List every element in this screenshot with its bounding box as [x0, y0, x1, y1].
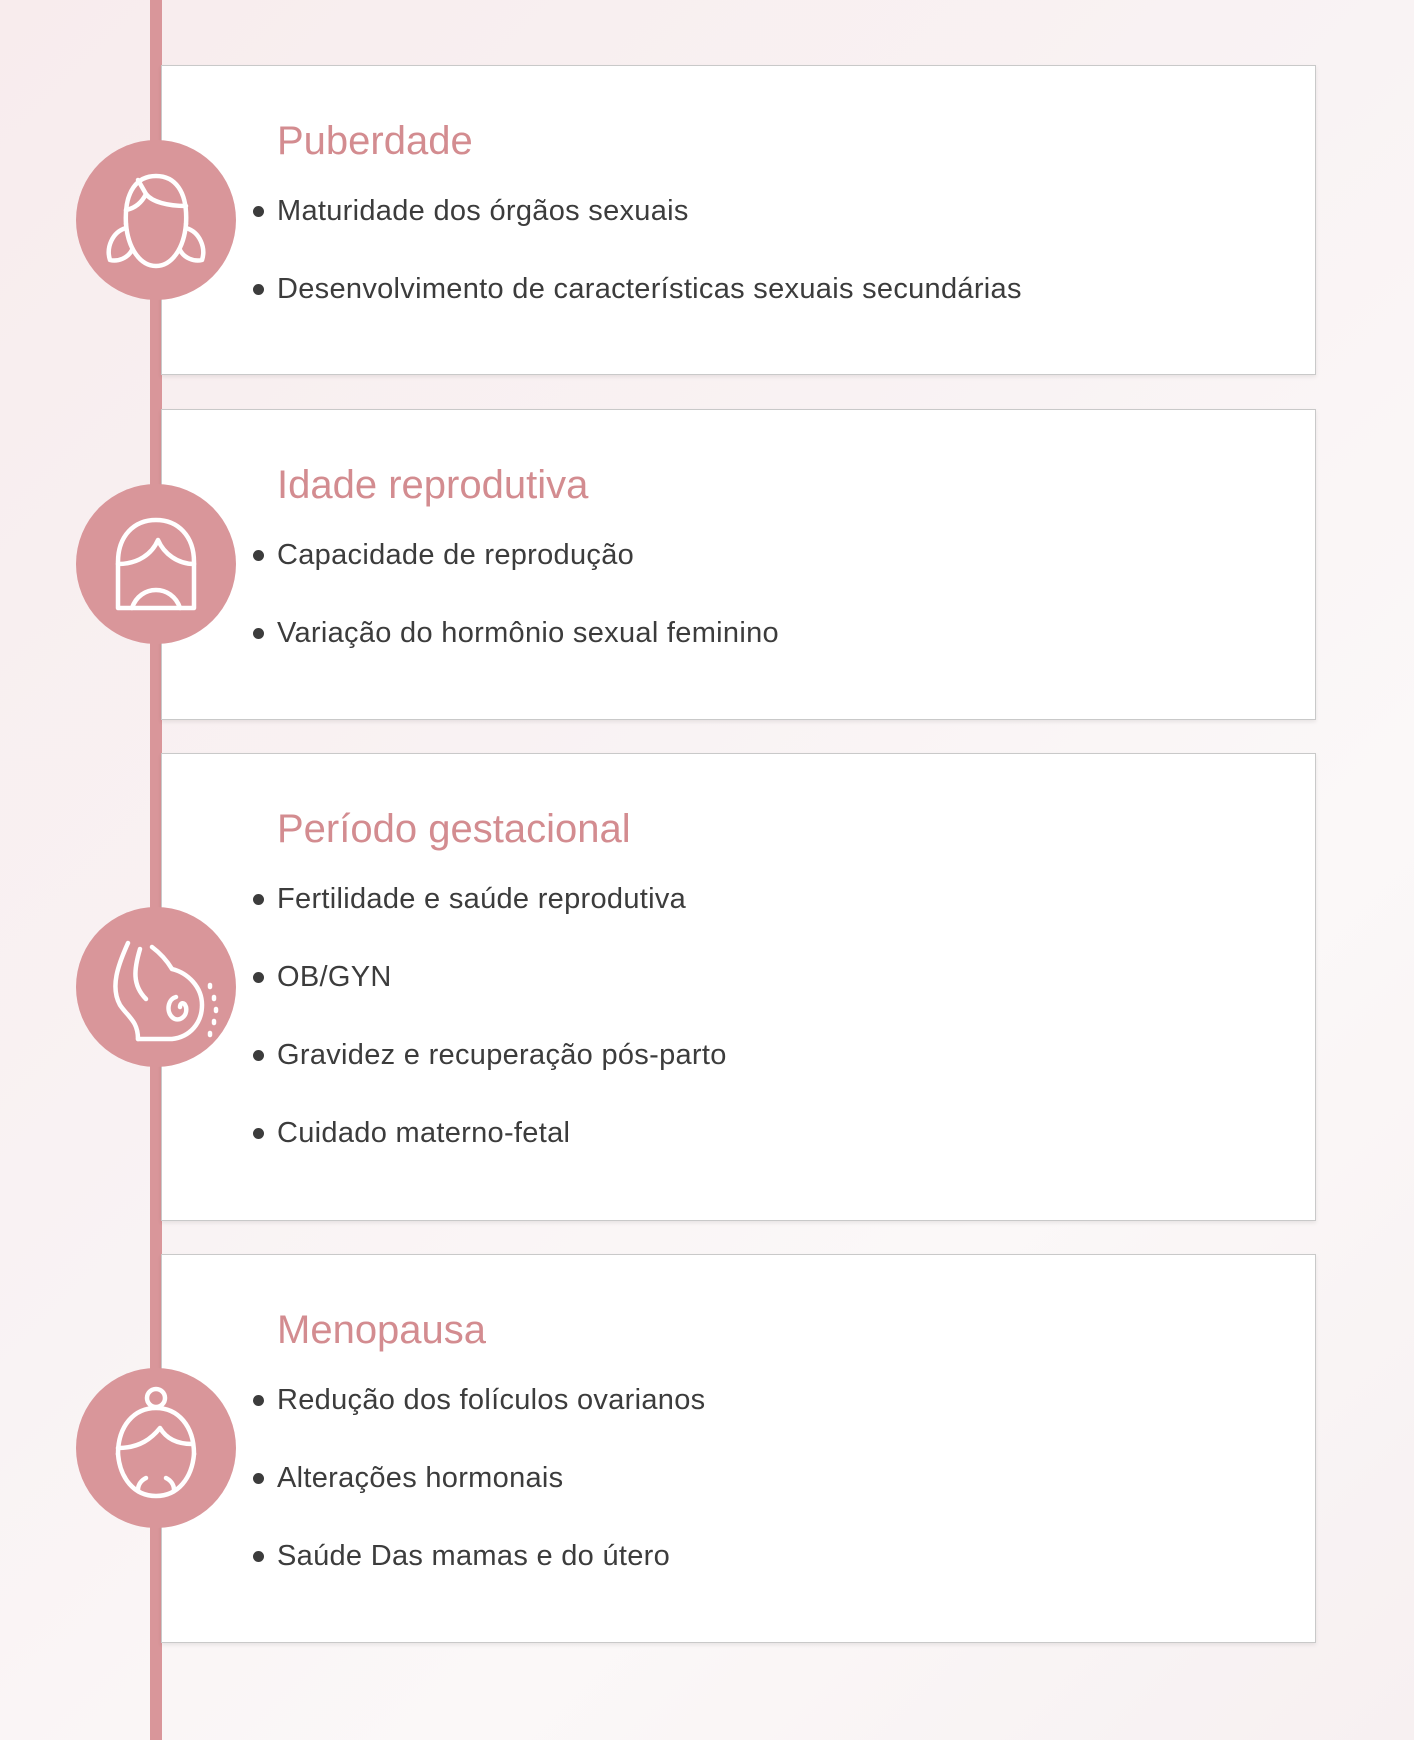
- stage-bullet: Cuidado materno-fetal: [277, 1118, 727, 1196]
- girl-pigtails-icon: [76, 140, 236, 300]
- stage-title: Período gestacional: [277, 807, 631, 851]
- stage-card-periodo-gestacional: [161, 753, 1316, 1221]
- pregnant-woman-icon: [76, 907, 236, 1067]
- stage-bullet-list: [277, 884, 727, 1196]
- stage-bullet-list: [277, 196, 1022, 352]
- stage-title: Idade reprodutiva: [277, 463, 589, 507]
- stage-bullet: Gravidez e recuperação pós-parto: [277, 1040, 727, 1118]
- stage-bullet: Saúde Das mamas e do útero: [277, 1541, 705, 1619]
- stage-bullet: Desenvolvimento de características sexuais secundárias: [277, 274, 1022, 352]
- stage-bullet-list: [277, 540, 779, 696]
- stage-bullet-list: [277, 1385, 705, 1619]
- stage-bullet: Capacidade de reprodução: [277, 540, 779, 618]
- stage-card-puberdade: [161, 65, 1316, 375]
- stage-title: Puberdade: [277, 119, 473, 163]
- stage-bullet: Maturidade dos órgãos sexuais: [277, 196, 1022, 274]
- stage-bullet: Alterações hormonais: [277, 1463, 705, 1541]
- stage-card-menopausa: [161, 1254, 1316, 1643]
- stage-bullet: Variação do hormônio sexual feminino: [277, 618, 779, 696]
- stage-bullet: Fertilidade e saúde reprodutiva: [277, 884, 727, 962]
- stage-title: Menopausa: [277, 1308, 487, 1352]
- woman-face-icon: [76, 484, 236, 644]
- stage-card-idade-reprodutiva: [161, 409, 1316, 720]
- stage-bullet: Redução dos folículos ovarianos: [277, 1385, 705, 1463]
- woman-bun-icon: [76, 1368, 236, 1528]
- stage-bullet: OB/GYN: [277, 962, 727, 1040]
